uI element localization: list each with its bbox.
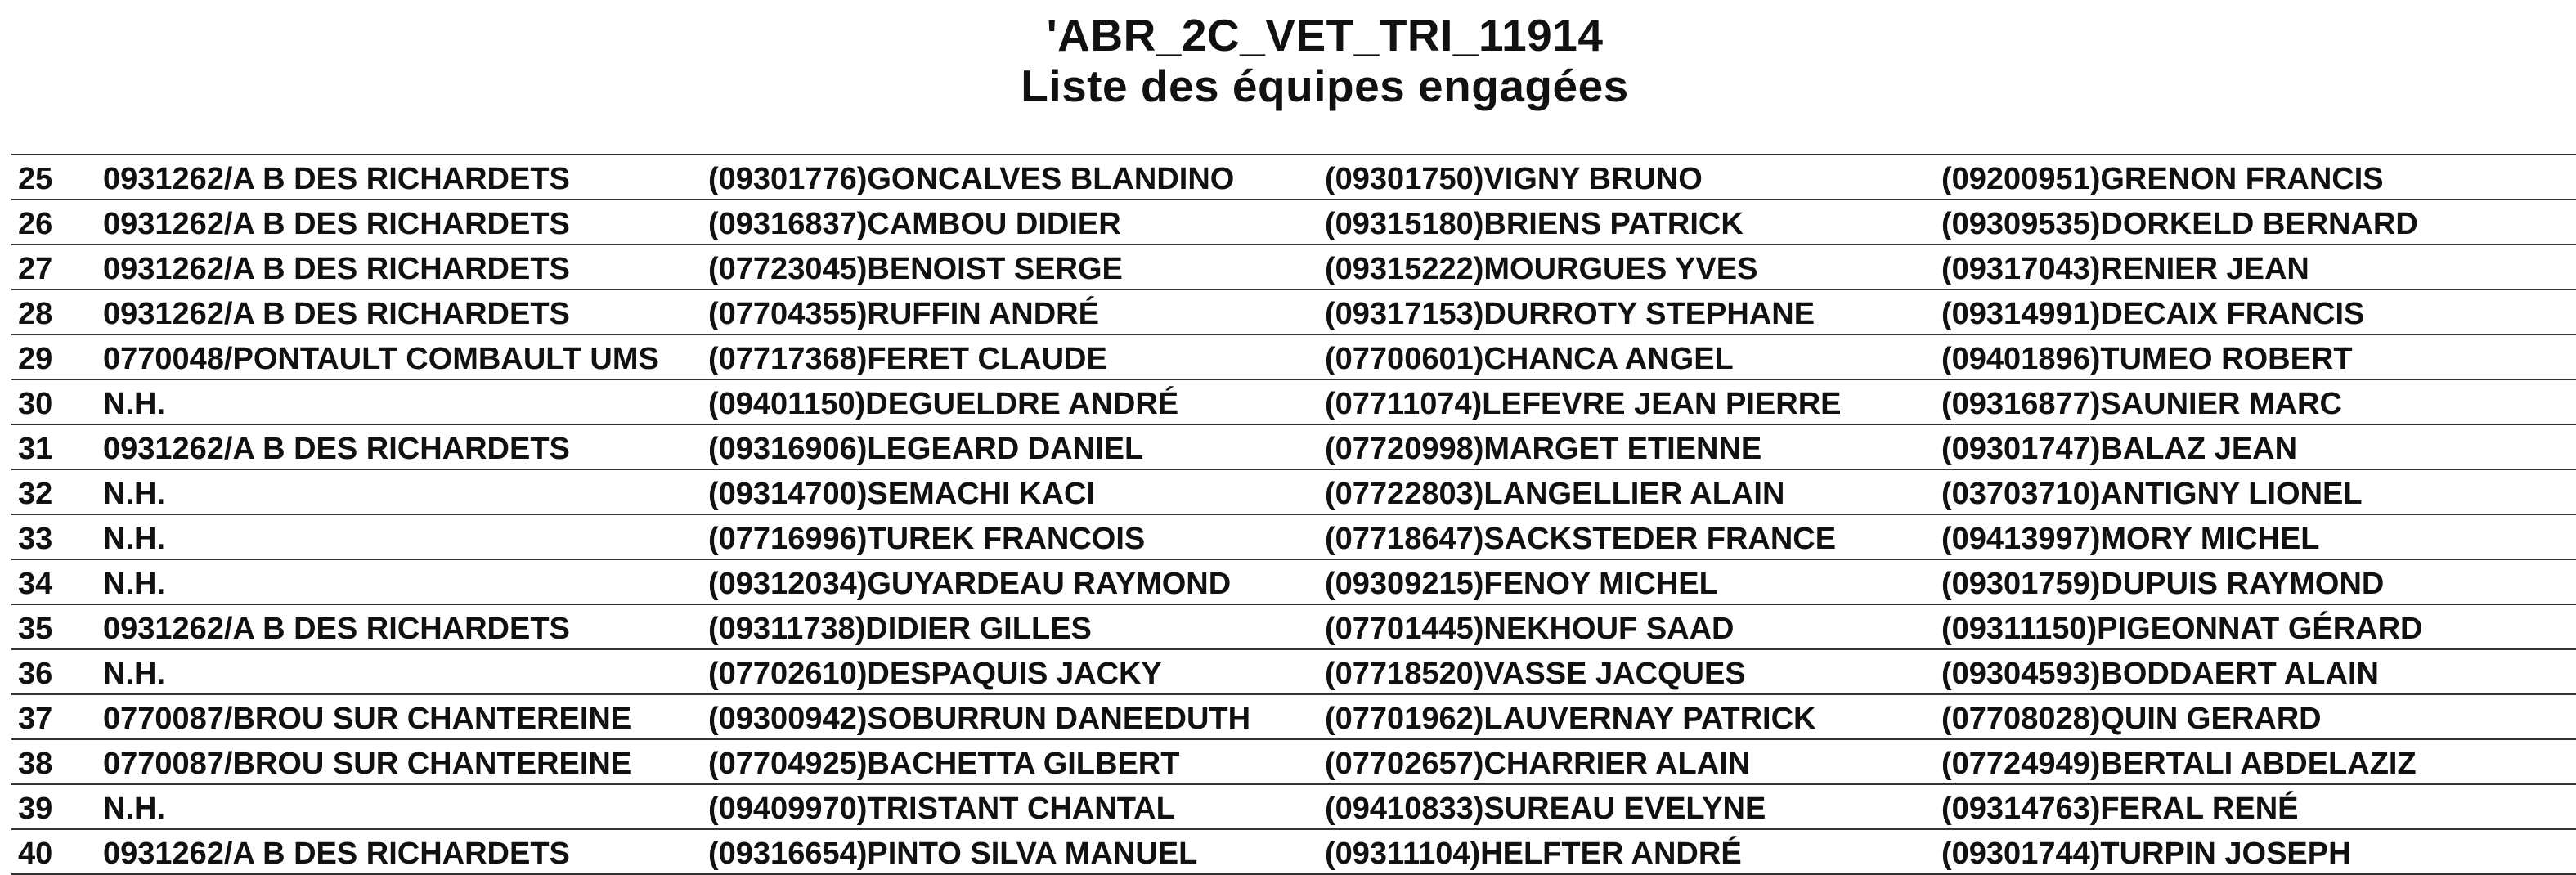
team-club: N.H. xyxy=(103,657,165,691)
team-number: 28 xyxy=(18,297,53,331)
team-player-1: (09300942)SOBURRUN DANEEDUTH xyxy=(708,702,1251,736)
team-player-3: (03703710)ANTIGNY LIONEL xyxy=(1941,477,2363,511)
team-player-3: (09301747)BALAZ JEAN xyxy=(1941,432,2298,466)
team-player-3: (09316877)SAUNIER MARC xyxy=(1941,387,2342,421)
team-number: 39 xyxy=(18,792,53,826)
document-title: Liste des équipes engagées xyxy=(1021,61,1629,111)
team-player-1: (09311738)DIDIER GILLES xyxy=(708,612,1092,646)
team-player-3: (07708028)QUIN GERARD xyxy=(1941,702,2322,736)
team-player-3: (09401896)TUMEO ROBERT xyxy=(1941,342,2353,376)
team-club: 0931262/A B DES RICHARDETS xyxy=(103,162,570,196)
team-number: 34 xyxy=(18,567,53,601)
team-player-3: (09413997)MORY MICHEL xyxy=(1941,522,2320,556)
team-club: 0931262/A B DES RICHARDETS xyxy=(103,837,570,871)
team-player-2: (09317153)DURROTY STEPHANE xyxy=(1325,297,1815,331)
teams-table xyxy=(11,154,2576,875)
team-player-2: (07701445)NEKHOUF SAAD xyxy=(1325,612,1735,646)
team-player-1: (09312034)GUYARDEAU RAYMOND xyxy=(708,567,1232,601)
team-player-2: (09315180)BRIENS PATRICK xyxy=(1325,207,1744,241)
team-player-2: (07700601)CHANCA ANGEL xyxy=(1325,342,1734,376)
team-row xyxy=(11,154,2576,200)
team-player-1: (07717368)FERET CLAUDE xyxy=(708,342,1107,376)
team-player-2: (09311104)HELFTER ANDRÉ xyxy=(1325,837,1742,871)
team-club: 0770087/BROU SUR CHANTEREINE xyxy=(103,747,632,781)
team-number: 27 xyxy=(18,252,53,286)
team-club: 0931262/A B DES RICHARDETS xyxy=(103,207,570,241)
team-row xyxy=(11,785,2576,830)
team-player-1: (09316906)LEGEARD DANIEL xyxy=(708,432,1144,466)
team-player-3: (09304593)BODDAERT ALAIN xyxy=(1941,657,2379,691)
team-number: 40 xyxy=(18,837,53,871)
team-player-3: (09314991)DECAIX FRANCIS xyxy=(1941,297,2365,331)
team-row xyxy=(11,470,2576,515)
team-row xyxy=(11,290,2576,335)
team-row xyxy=(11,245,2576,290)
team-number: 29 xyxy=(18,342,53,376)
team-row xyxy=(11,380,2576,425)
team-player-1: (07716996)TUREK FRANCOIS xyxy=(708,522,1146,556)
team-number: 36 xyxy=(18,657,53,691)
team-player-2: (07718520)VASSE JACQUES xyxy=(1325,657,1746,691)
team-number: 26 xyxy=(18,207,53,241)
team-number: 32 xyxy=(18,477,53,511)
team-row xyxy=(11,425,2576,470)
team-club: N.H. xyxy=(103,387,165,421)
team-number: 25 xyxy=(18,162,53,196)
team-number: 30 xyxy=(18,387,53,421)
team-player-3: (09317043)RENIER JEAN xyxy=(1941,252,2309,286)
team-club: N.H. xyxy=(103,522,165,556)
team-player-3: (07724949)BERTALI ABDELAZIZ xyxy=(1941,747,2417,781)
team-club: 0770087/BROU SUR CHANTEREINE xyxy=(103,702,632,736)
team-row xyxy=(11,830,2576,875)
team-row xyxy=(11,650,2576,695)
team-player-2: (07701962)LAUVERNAY PATRICK xyxy=(1325,702,1816,736)
team-row xyxy=(11,515,2576,560)
team-club: N.H. xyxy=(103,567,165,601)
team-player-3: (09301744)TURPIN JOSEPH xyxy=(1941,837,2351,871)
team-number: 35 xyxy=(18,612,53,646)
team-player-1: (09401150)DEGUELDRE ANDRÉ xyxy=(708,387,1179,421)
team-row xyxy=(11,200,2576,245)
team-club: 0931262/A B DES RICHARDETS xyxy=(103,297,570,331)
team-club: 0770048/PONTAULT COMBAULT UMS xyxy=(103,342,659,376)
team-player-2: (07711074)LEFEVRE JEAN PIERRE xyxy=(1325,387,1842,421)
team-club: N.H. xyxy=(103,792,165,826)
team-player-3: (09314763)FERAL RENÉ xyxy=(1941,792,2299,826)
team-player-2: (09309215)FENOY MICHEL xyxy=(1325,567,1718,601)
team-player-1: (07723045)BENOIST SERGE xyxy=(708,252,1123,286)
team-row xyxy=(11,560,2576,605)
team-club: 0931262/A B DES RICHARDETS xyxy=(103,432,570,466)
team-row xyxy=(11,740,2576,785)
team-player-1: (09316654)PINTO SILVA MANUEL xyxy=(708,837,1198,871)
team-number: 33 xyxy=(18,522,53,556)
team-player-3: (09301759)DUPUIS RAYMOND xyxy=(1941,567,2385,601)
team-player-3: (09311150)PIGEONNAT GÉRARD xyxy=(1941,612,2423,646)
team-player-2: (07720998)MARGET ETIENNE xyxy=(1325,432,1762,466)
team-player-2: (07718647)SACKSTEDER FRANCE xyxy=(1325,522,1837,556)
team-player-1: (07704925)BACHETTA GILBERT xyxy=(708,747,1180,781)
team-club: 0931262/A B DES RICHARDETS xyxy=(103,612,570,646)
team-player-3: (09309535)DORKELD BERNARD xyxy=(1941,207,2418,241)
team-club: N.H. xyxy=(103,477,165,511)
team-player-2: (09315222)MOURGUES YVES xyxy=(1325,252,1758,286)
team-row xyxy=(11,335,2576,380)
team-player-1: (07704355)RUFFIN ANDRÉ xyxy=(708,297,1099,331)
team-player-1: (09301776)GONCALVES BLANDINO xyxy=(708,162,1235,196)
team-player-1: (07702610)DESPAQUIS JACKY xyxy=(708,657,1162,691)
team-number: 37 xyxy=(18,702,53,736)
team-number: 31 xyxy=(18,432,53,466)
team-player-1: (09314700)SEMACHI KACI xyxy=(708,477,1096,511)
team-club: 0931262/A B DES RICHARDETS xyxy=(103,252,570,286)
team-row xyxy=(11,605,2576,650)
team-player-1: (09316837)CAMBOU DIDIER xyxy=(708,207,1121,241)
team-player-2: (09301750)VIGNY BRUNO xyxy=(1325,162,1703,196)
team-player-2: (07702657)CHARRIER ALAIN xyxy=(1325,747,1751,781)
team-player-2: (09410833)SUREAU EVELYNE xyxy=(1325,792,1766,826)
team-row xyxy=(11,695,2576,740)
team-player-3: (09200951)GRENON FRANCIS xyxy=(1941,162,2384,196)
document-code: 'ABR_2C_VET_TRI_11914 xyxy=(1046,10,1604,61)
team-player-2: (07722803)LANGELLIER ALAIN xyxy=(1325,477,1785,511)
team-number: 38 xyxy=(18,747,53,781)
team-player-1: (09409970)TRISTANT CHANTAL xyxy=(708,792,1175,826)
document-header xyxy=(834,10,1815,111)
